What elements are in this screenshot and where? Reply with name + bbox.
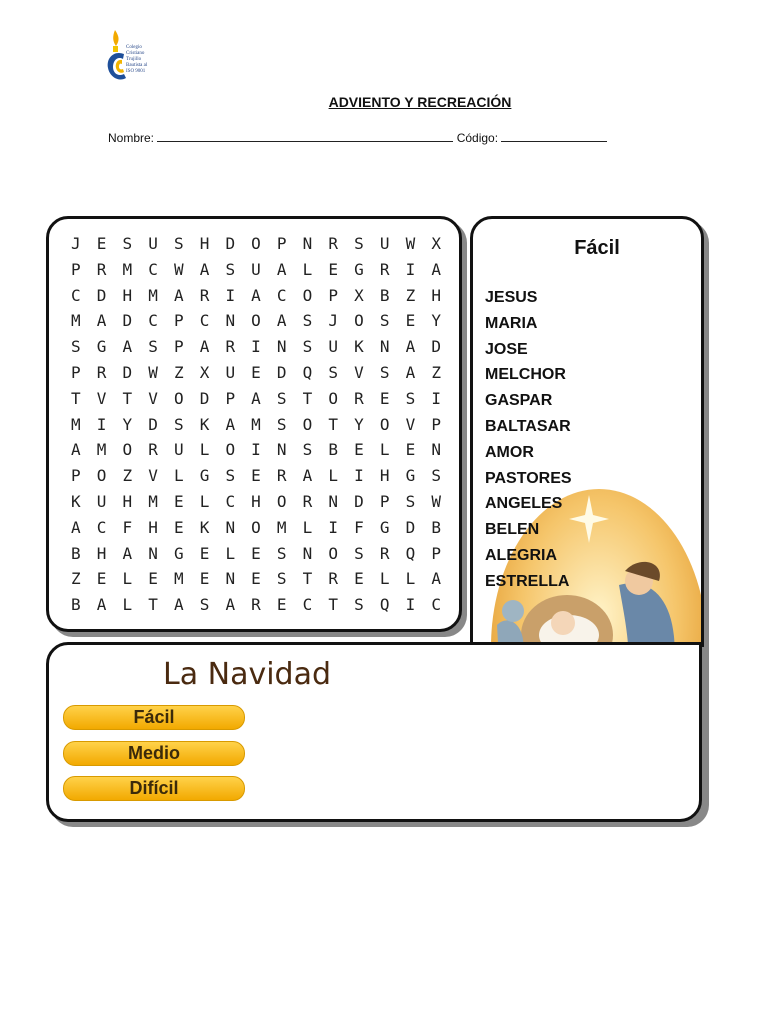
grid-letter: A [199, 259, 210, 279]
grid-letter: E [173, 491, 184, 511]
grid-letter: C [148, 259, 158, 279]
grid-letter: S [354, 234, 364, 253]
grid-letter: N [225, 569, 236, 589]
grid-letter: C [148, 311, 158, 331]
grid-letter: Y [354, 414, 364, 434]
grid-letter: O [354, 311, 364, 331]
grid-letter: N [276, 440, 287, 460]
grid-letter: Q [379, 595, 390, 615]
grid-letter: L [379, 440, 390, 460]
grid-letter: T [302, 388, 313, 408]
grid-letter: W [431, 491, 441, 511]
grid-letter: M [71, 414, 81, 434]
grid-letter: A [71, 517, 81, 537]
grid-letter: E [199, 569, 210, 589]
grid-letter: Z [71, 569, 81, 589]
grid-letter: R [276, 466, 287, 486]
grid-letter: G [173, 543, 184, 563]
grid-letter: O [302, 285, 313, 305]
grid-letter: N [379, 337, 390, 357]
grid-letter: R [225, 337, 236, 357]
grid-letter: P [328, 285, 339, 305]
grid-letter: N [302, 543, 313, 563]
grid-letter: B [328, 440, 339, 460]
grid-letter: H [379, 466, 390, 486]
grid-letter: B [71, 595, 81, 615]
grid-letter: S [148, 337, 158, 357]
word-item: GASPAR [485, 392, 553, 410]
grid-letter: O [251, 311, 261, 331]
word-item: AMOR [485, 443, 534, 461]
grid-letter: W [405, 234, 416, 253]
grid-letter: V [148, 466, 158, 486]
grid-letter: I [225, 285, 236, 305]
grid-letter: S [173, 414, 184, 434]
grid-letter: A [302, 466, 313, 486]
grid-letter: M [148, 491, 158, 511]
grid-letter: P [431, 543, 441, 563]
level-button-facil[interactable]: Fácil [63, 705, 245, 730]
grid-letter: S [405, 388, 416, 408]
grid-letter: U [251, 259, 261, 279]
navidad-title: La Navidad [163, 657, 332, 692]
grid-letter: S [122, 234, 133, 253]
grid-letter: C [199, 311, 210, 331]
grid-letter: E [251, 466, 261, 486]
grid-letter: I [405, 595, 416, 615]
grid-letter: P [225, 388, 236, 408]
grid-letter: A [173, 285, 184, 305]
grid-letter: L [173, 466, 184, 486]
grid-letter: N [431, 440, 441, 460]
grid-letter: X [199, 362, 210, 382]
grid-letter: X [354, 285, 364, 305]
grid-letter: H [431, 285, 441, 305]
grid-letter: L [405, 569, 416, 589]
word-item: ALEGRIA [485, 546, 557, 564]
grid-letter: Q [302, 362, 313, 382]
word-item: JOSE [485, 340, 528, 358]
grid-letter: I [431, 388, 441, 408]
grid-letter: P [71, 259, 81, 279]
grid-letter: A [405, 337, 416, 357]
grid-letter: O [276, 491, 287, 511]
grid-letter: I [328, 517, 339, 537]
grid-letter: E [96, 569, 107, 589]
grid-letter: D [354, 491, 364, 511]
grid-letter: A [251, 285, 261, 305]
grid-letter: A [276, 311, 287, 331]
grid-letter: U [148, 234, 158, 253]
grid-letter: O [122, 440, 133, 460]
grid-letter: N [225, 517, 236, 537]
grid-letter: Z [405, 285, 416, 305]
grid-letter: S [276, 388, 287, 408]
grid-letter: S [405, 491, 416, 511]
word-item: ANGELES [485, 495, 563, 513]
grid-letter: L [302, 259, 313, 279]
navidad-panel [46, 642, 702, 822]
grid-letter: U [379, 234, 390, 253]
grid-letter: A [225, 414, 236, 434]
grid-letter: L [122, 595, 133, 615]
grid-letter: E [173, 517, 184, 537]
grid-letter: A [71, 440, 81, 460]
word-list-title: Fácil [574, 237, 620, 259]
grid-letter: E [276, 595, 287, 615]
grid-letter: J [71, 234, 81, 253]
grid-letter: G [96, 337, 107, 357]
grid-letter: S [354, 543, 364, 563]
grid-letter: G [199, 466, 210, 486]
grid-letter: C [225, 491, 236, 511]
school-logo [104, 28, 174, 86]
grid-letter: S [431, 466, 441, 486]
grid-letter: N [225, 311, 236, 331]
grid-letter: S [302, 337, 313, 357]
codigo-label: Código: [456, 131, 499, 145]
grid-letter: S [276, 543, 287, 563]
grid-letter: O [251, 517, 261, 537]
grid-letter: W [148, 362, 158, 382]
grid-letter: D [405, 517, 416, 537]
grid-letter: F [354, 517, 364, 537]
grid-letter: N [276, 337, 287, 357]
grid-letter: H [96, 543, 107, 563]
grid-letter: K [199, 517, 210, 537]
grid-letter: R [379, 543, 390, 563]
grid-letter: G [379, 517, 390, 537]
grid-letter: E [148, 569, 158, 589]
grid-letter: P [379, 491, 390, 511]
grid-letter: S [225, 466, 236, 486]
grid-letter: L [199, 440, 210, 460]
grid-letter: P [71, 466, 81, 486]
grid-letter: I [405, 259, 416, 279]
grid-letter: T [71, 388, 81, 408]
grid-letter: O [328, 543, 339, 563]
grid-letter: P [431, 414, 441, 434]
grid-letter: D [122, 311, 133, 331]
grid-letter: O [96, 466, 107, 486]
grid-letter: V [96, 388, 107, 408]
grid-letter: H [199, 234, 210, 253]
grid-letter: Z [173, 362, 184, 382]
grid-letter: Y [122, 414, 133, 434]
grid-letter: R [96, 362, 107, 382]
grid-letter: M [122, 259, 133, 279]
grid-letter: A [405, 362, 416, 382]
word-item: MELCHOR [485, 366, 566, 384]
grid-letter: L [225, 543, 236, 563]
grid-letter: H [122, 285, 133, 305]
grid-letter: R [328, 569, 339, 589]
grid-letter: S [276, 414, 287, 434]
grid-letter: O [379, 414, 390, 434]
grid-letter: L [199, 491, 210, 511]
grid-letter: K [354, 337, 364, 357]
grid-letter: D [225, 234, 236, 253]
grid-letter: P [173, 337, 184, 357]
grid-letter: A [122, 543, 133, 563]
grid-letter: A [276, 259, 287, 279]
grid-letter: K [199, 414, 210, 434]
word-item: JESUS [485, 289, 538, 306]
grid-letter: L [122, 569, 133, 589]
name-code-line [108, 130, 607, 145]
grid-letter: E [354, 440, 364, 460]
grid-letter: F [122, 517, 133, 537]
word-item: MARIA [485, 314, 538, 332]
grid-letter: U [328, 337, 339, 357]
grid-letter: T [328, 414, 339, 434]
grid-letter: C [276, 285, 287, 305]
grid-letter: N [328, 491, 339, 511]
level-button-medio[interactable]: Medio [63, 741, 245, 766]
grid-letter: S [379, 311, 390, 331]
grid-letter: E [251, 543, 261, 563]
grid-letter: C [431, 595, 441, 615]
grid-letter: I [354, 466, 364, 486]
codigo-field[interactable] [501, 130, 607, 142]
grid-letter: S [173, 234, 184, 253]
grid-letter: V [405, 414, 416, 434]
grid-letter: I [251, 337, 261, 357]
grid-letter: R [199, 285, 210, 305]
grid-letter: E [405, 440, 416, 460]
grid-letter: T [302, 569, 313, 589]
grid-letter: U [96, 491, 107, 511]
grid-letter: Z [431, 362, 441, 382]
grid-letter: L [379, 569, 390, 589]
grid-letter: G [354, 259, 364, 279]
grid-letter: R [328, 234, 339, 253]
grid-letter: O [225, 440, 236, 460]
grid-letter: P [276, 234, 287, 253]
grid-letter: I [96, 414, 107, 434]
grid-letter: H [122, 491, 133, 511]
grid-letter: M [71, 311, 81, 331]
grid-letter: X [431, 234, 441, 253]
grid-letter: T [328, 595, 339, 615]
grid-letter: H [148, 517, 158, 537]
grid-letter: R [148, 440, 158, 460]
grid-letter: M [96, 440, 107, 460]
grid-letter: A [251, 388, 261, 408]
nombre-label: Nombre: [108, 131, 155, 145]
grid-letter: T [122, 388, 133, 408]
grid-letter: O [173, 388, 184, 408]
grid-letter: D [276, 362, 287, 382]
torch-logo-icon [104, 28, 128, 84]
word-search-grid-panel [46, 216, 462, 632]
grid-letter: I [251, 440, 261, 460]
grid-letter: E [199, 543, 210, 563]
nombre-field[interactable] [157, 130, 453, 142]
grid-letter: C [302, 595, 313, 615]
grid-letter: B [431, 517, 441, 537]
grid-letter: N [148, 543, 158, 563]
grid-letter: A [431, 259, 441, 279]
grid-letter: M [251, 414, 261, 434]
grid-letter: R [96, 259, 107, 279]
grid-letter: T [148, 595, 158, 615]
grid-letter: E [251, 569, 261, 589]
grid-letter: P [173, 311, 184, 331]
grid-letter: S [199, 595, 210, 615]
grid-letter: Z [122, 466, 133, 486]
grid-letter: Q [405, 543, 416, 563]
grid-letter: D [122, 362, 133, 382]
grid-letter: D [431, 337, 441, 357]
grid-letter: E [96, 234, 107, 253]
grid-letter: E [405, 311, 416, 331]
document-title: ADVIENTO Y RECREACIÓN [328, 94, 512, 110]
grid-letter: G [405, 466, 416, 486]
grid-letter: D [96, 285, 107, 305]
grid-letter: V [354, 362, 364, 382]
grid-letter: W [173, 259, 184, 279]
grid-letter: O [251, 234, 261, 253]
grid-letter: A [173, 595, 184, 615]
grid-letter: E [328, 259, 339, 279]
grid-letter: P [71, 362, 81, 382]
word-item: PASTORES [485, 469, 572, 487]
grid-letter: Y [431, 311, 441, 331]
letter-grid [63, 233, 449, 616]
grid-letter: M [173, 569, 184, 589]
level-button-dificil[interactable]: Difícil [63, 776, 245, 801]
grid-letter: R [251, 595, 261, 615]
grid-letter: C [96, 517, 107, 537]
grid-letter: O [328, 388, 339, 408]
grid-letter: L [302, 517, 313, 537]
grid-letter: M [276, 517, 287, 537]
grid-letter: N [302, 234, 313, 253]
grid-letter: E [379, 388, 390, 408]
grid-letter: L [328, 466, 339, 486]
word-item: ESTRELLA [485, 572, 570, 590]
grid-letter: A [225, 595, 236, 615]
grid-letter: E [251, 362, 261, 382]
grid-letter: S [302, 311, 313, 331]
grid-letter: R [354, 388, 364, 408]
grid-letter: A [122, 337, 133, 357]
grid-letter: A [431, 569, 441, 589]
logo-text: Colegio Cristiano Trujillo Bautista al ISO 9001 [126, 45, 148, 74]
grid-letter: A [96, 311, 107, 331]
grid-letter: C [71, 285, 81, 305]
grid-letter: O [302, 414, 313, 434]
grid-letter: D [148, 414, 158, 434]
grid-letter: K [71, 491, 81, 511]
grid-letter: A [199, 337, 210, 357]
grid-letter: M [148, 285, 158, 305]
word-item: BALTASAR [485, 417, 571, 435]
grid-letter: H [251, 491, 261, 511]
grid-letter: S [225, 259, 236, 279]
grid-letter: E [354, 569, 364, 589]
grid-letter: S [328, 362, 339, 382]
grid-letter: D [199, 388, 210, 408]
grid-letter: S [379, 362, 390, 382]
grid-letter: U [173, 440, 184, 460]
grid-letter: J [328, 311, 339, 331]
grid-letter: S [302, 440, 313, 460]
grid-letter: R [379, 259, 390, 279]
word-list [485, 285, 572, 595]
word-item: BELEN [485, 521, 540, 539]
grid-letter: U [225, 362, 236, 382]
grid-letter: S [276, 569, 287, 589]
grid-letter: R [302, 491, 313, 511]
grid-letter: V [148, 388, 158, 408]
grid-letter: S [71, 337, 81, 357]
grid-letter: A [96, 595, 107, 615]
grid-letter: B [71, 543, 81, 563]
grid-letter: B [379, 285, 390, 305]
grid-letter: S [354, 595, 364, 615]
